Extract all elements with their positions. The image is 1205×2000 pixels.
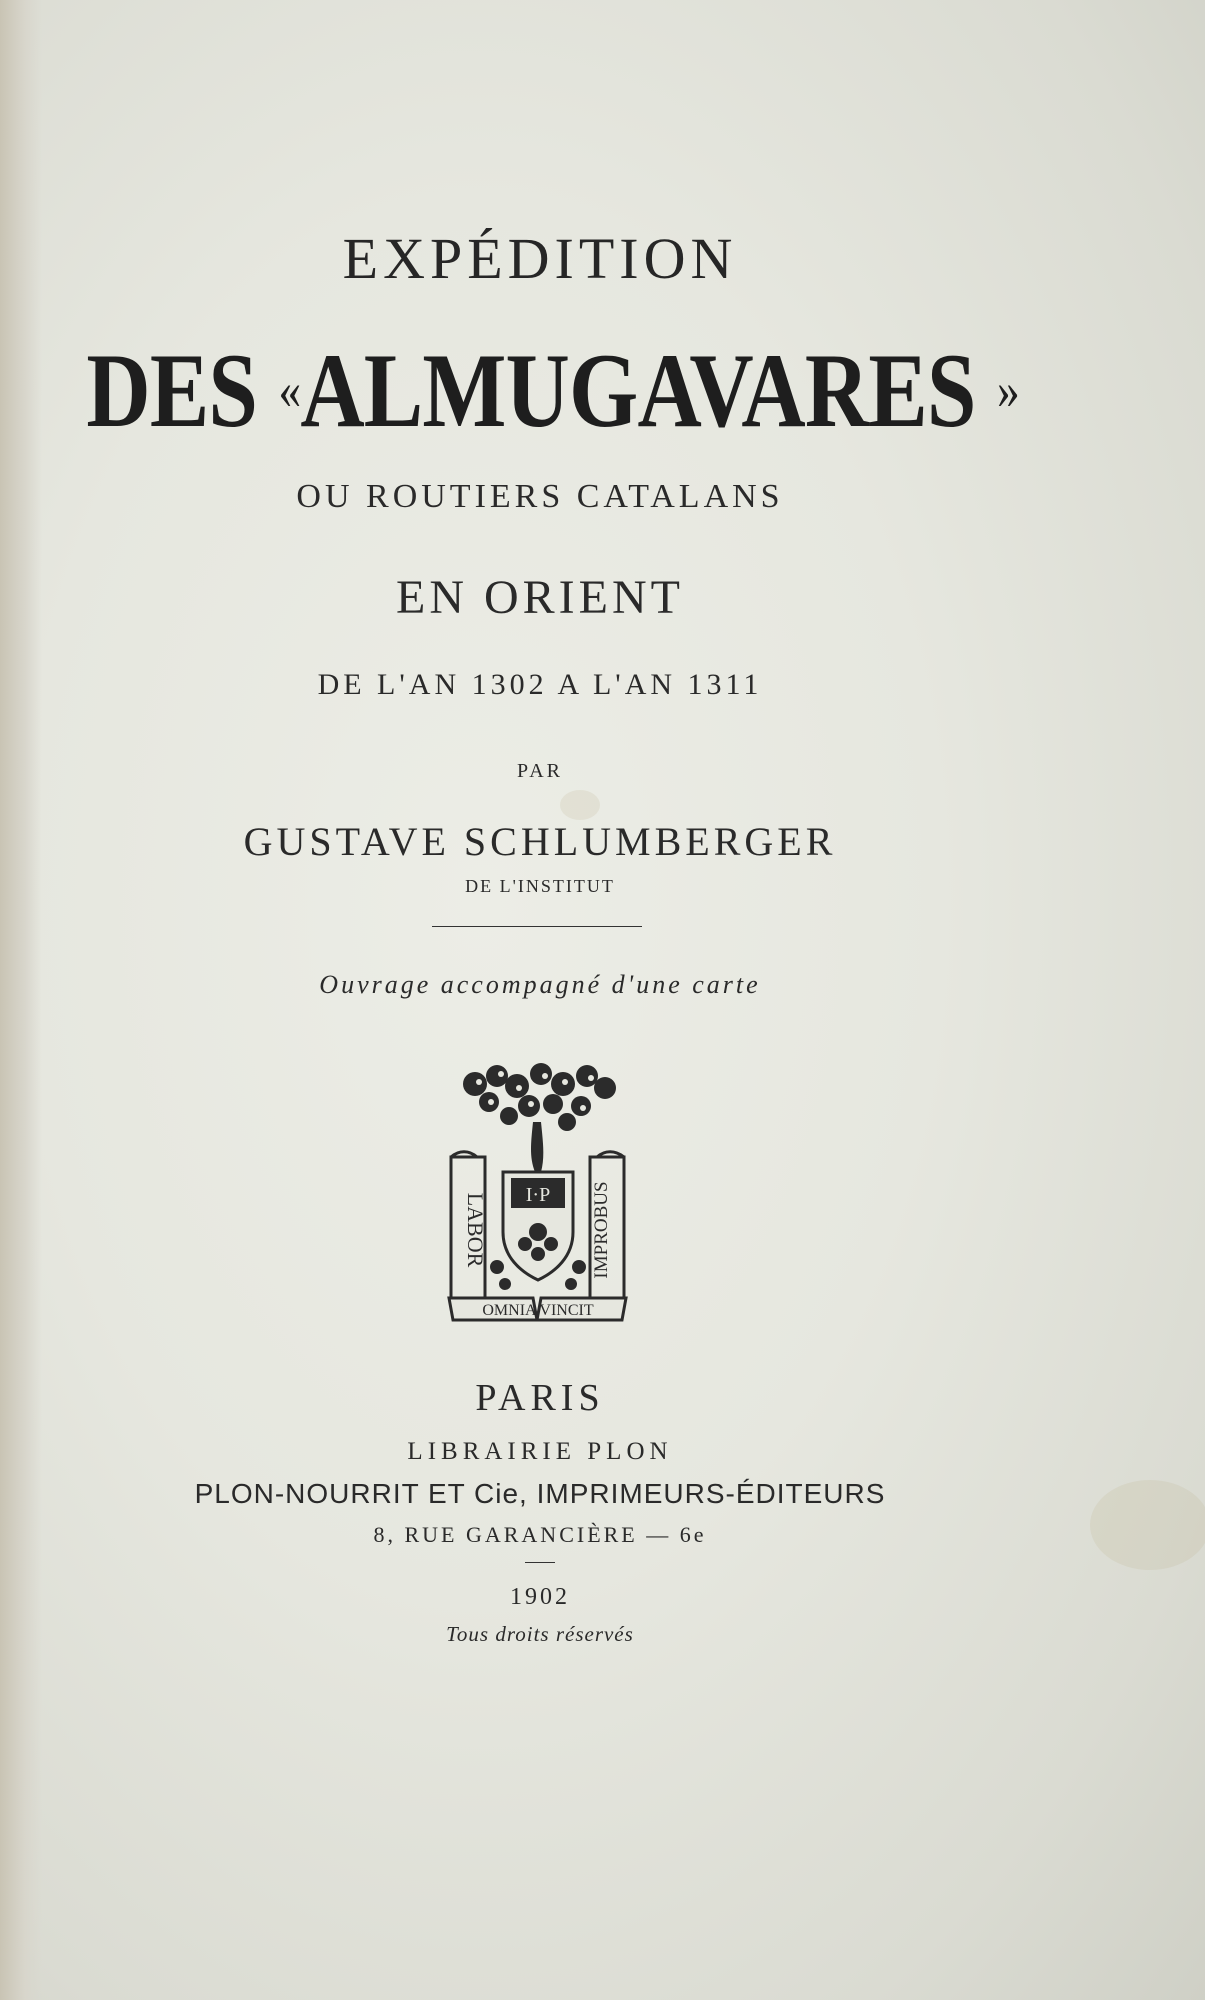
monogram-text: I·P	[525, 1184, 551, 1206]
printer-mark-emblem	[445, 1062, 630, 1322]
banner-left-text: LABOR	[463, 1192, 488, 1268]
by-label: PAR	[516, 760, 564, 782]
map-note: Ouvrage accompagné d'une carte	[319, 970, 761, 999]
divider-rule	[432, 926, 642, 927]
close-quote: »	[996, 360, 1019, 420]
banner-right-text: IMPROBUS	[591, 1181, 612, 1279]
short-divider-rule	[525, 1562, 555, 1563]
author-name: GUSTAVE SCHLUMBERGER	[243, 819, 837, 864]
imprint-printer: PLON-NOURRIT ET Cie, IMPRIMEURS-ÉDITEURS	[194, 1478, 886, 1509]
imprint-address: 8, RUE GARANCIÈRE — 6e	[373, 1522, 707, 1547]
title-line-almugavares	[86, 330, 1019, 452]
title-word-almugavares: ALMUGAVARES	[300, 332, 976, 449]
open-quote: «	[278, 360, 301, 420]
subtitle-orient: EN ORIENT	[396, 571, 684, 624]
subtitle-routiers: OU ROUTIERS CATALANS	[296, 478, 784, 515]
page-edge-shadow	[0, 0, 42, 2000]
paper-stain	[1090, 1480, 1205, 1570]
date-range: DE L'AN 1302 A L'AN 1311	[317, 668, 763, 701]
banner-bottom-text: OMNIA VINCIT	[482, 1302, 594, 1319]
paper-stain	[560, 790, 600, 820]
imprint-publisher: LIBRAIRIE PLON	[407, 1438, 673, 1465]
author-affiliation: DE L'INSTITUT	[465, 876, 615, 896]
tree-foliage-icon	[463, 1063, 616, 1131]
title-line-expedition: EXPÉDITION	[342, 226, 738, 291]
title-word-des: DES	[86, 332, 258, 449]
imprint-rights: Tous droits réservés	[446, 1622, 634, 1646]
imprint-year: 1902	[510, 1584, 570, 1610]
imprint-city: PARIS	[475, 1377, 605, 1419]
